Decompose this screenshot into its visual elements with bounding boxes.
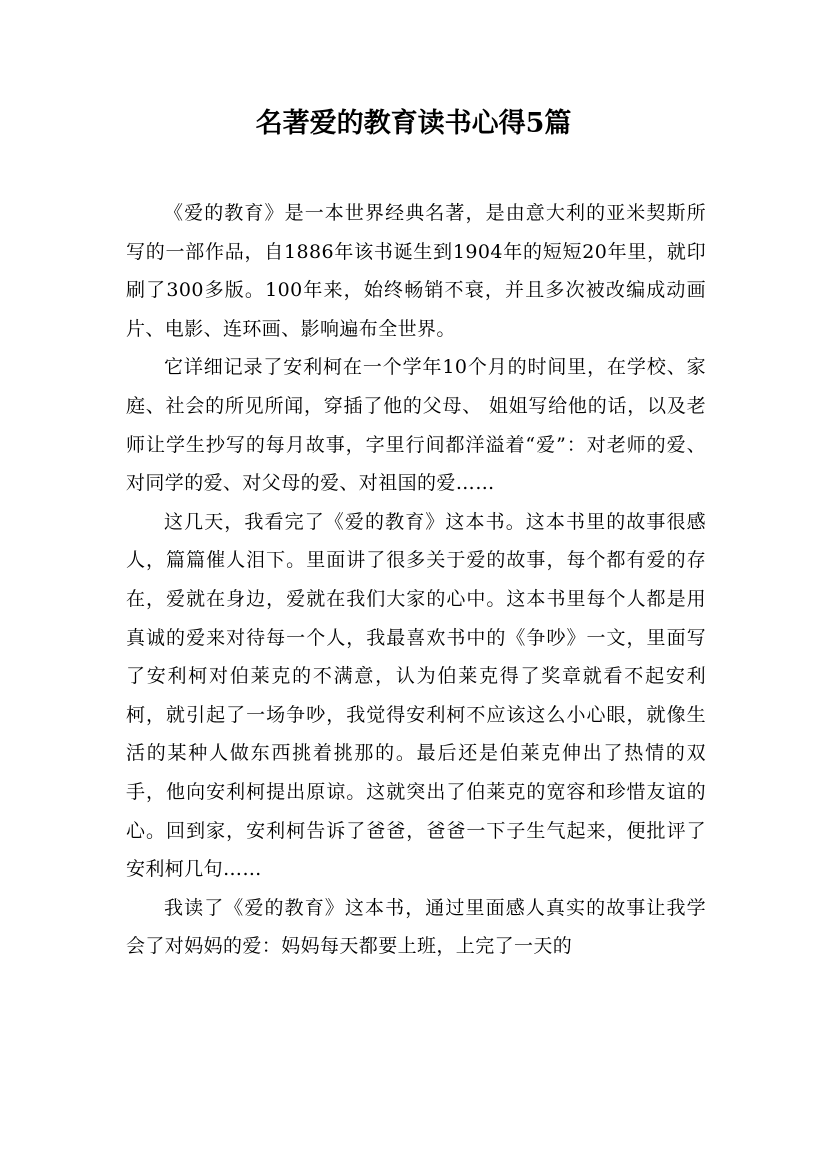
paragraph-reading-reflection: 这几天，我看完了《爱的教育》这本书。这本书里的故事很感人，篇篇催人泪下。里面讲了很多关于爱的故事，每个都有爱的存在，爱就在身边，爱就在我们大家的心中。这本书里每个人都是用真诚的爱来对待每一个人，我最喜欢书中的《争吵》一文，里面写了安利柯对伯莱克的不满意，认为伯莱克得了奖章就看不起安利柯，就引起了一场争吵，我觉得安利柯不应该这么小心眼，就像生活的某种人做东西挑着挑那的。最后还是伯莱克伸出了热情的双手，他向安利柯提出原谅。这就突出了伯莱克的宽容和珍惜友谊的心。回到家，安利柯告诉了爸爸，爸爸一下子生气起来，便批评了安利柯几句…… bbox=[126, 510, 706, 881]
document-body bbox=[126, 194, 706, 966]
paragraph-content-summary: 它详细记录了安利柯在一个学年10个月的时间里，在学校、家庭、社会的所见所闻，穿插了他的父母、 姐姐写给他的话，以及老师让学生抄写的每月故事，字里行间都洋溢着“爱”：对老师的爱、对同学的爱、对父母的爱、对祖国的爱…… bbox=[126, 356, 706, 495]
paragraph-intro: 《爱的教育》是一本世界经典名著，是由意大利的亚米契斯所写的一部作品，自1886年该书诞生到1904年的短短20年里，就印刷了300多版。100年来，始终畅销不衰，并且多次被改编成动画片、电影、连环画、影响遍布全世界。 bbox=[126, 202, 706, 340]
document-title: 名著爱的教育读书心得5篇 bbox=[255, 108, 572, 139]
paragraph-love-for-mother: 我读了《爱的教育》这本书，通过里面感人真实的故事让我学会了对妈妈的爱：妈妈每天都要上班，上完了一天的 bbox=[126, 896, 706, 958]
